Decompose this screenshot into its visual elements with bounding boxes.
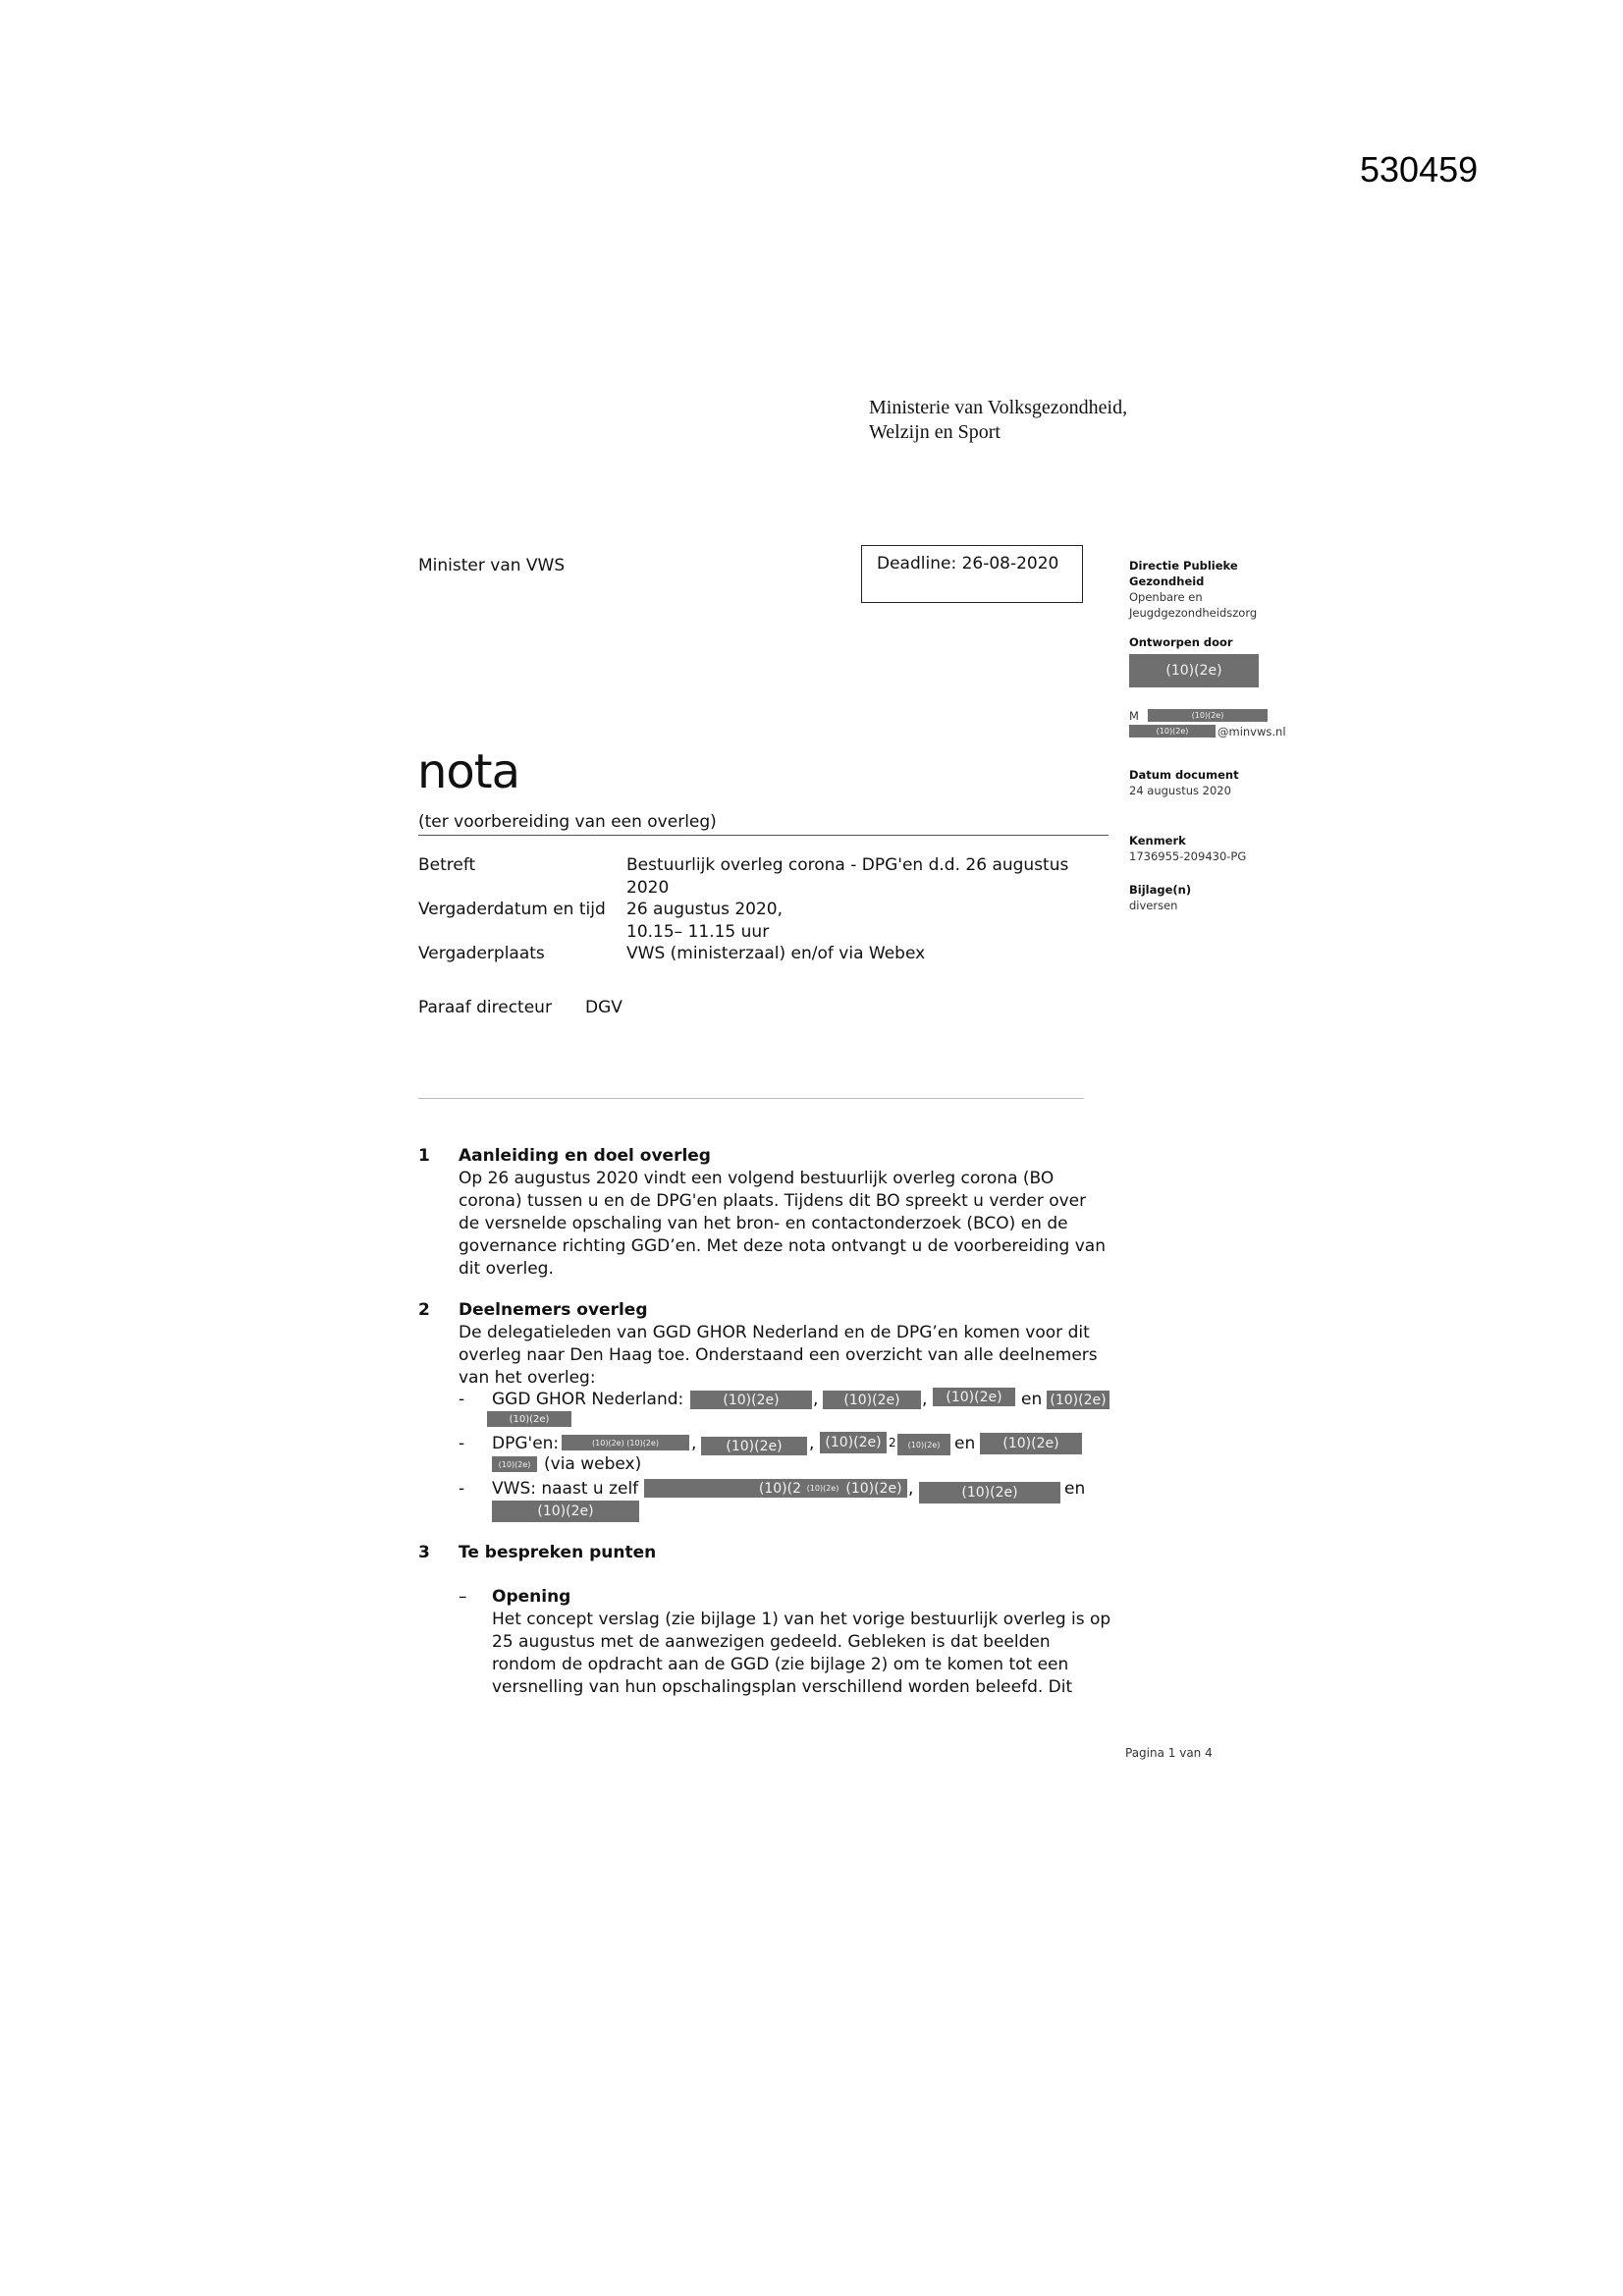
redaction-ggd-1: (10)(2e): [690, 1391, 812, 1409]
section-3-line: rondom de opdracht aan de GGD (zie bijlage 2) om te komen tot een: [492, 1655, 1069, 1674]
section-2-line: van het overleg:: [459, 1368, 596, 1388]
vergaderdatum-label: Vergaderdatum en tijd: [418, 900, 606, 919]
section-3-line: 25 augustus met de aanwezigen gedeeld. Gebleken is dat beelden: [492, 1632, 1051, 1652]
comma: ,: [809, 1434, 815, 1453]
section-2-line: De delegatieleden van GGD GHOR Nederland en de DPG’en komen voor dit: [459, 1323, 1090, 1342]
section-2-line: overleg naar Den Haag toe. Onderstaand een overzicht van alle deelnemers: [459, 1345, 1098, 1365]
datum-value: 24 augustus 2020: [1129, 784, 1231, 797]
section-3-body: [492, 1609, 1120, 1699]
page-number: Pagina 1 van 4: [1125, 1746, 1213, 1760]
via-webex: (via webex): [544, 1454, 642, 1474]
addressee: Minister van VWS: [418, 556, 566, 575]
paraaf-label: Paraaf directeur: [418, 998, 552, 1017]
section-1-line: de versnelde opschaling van het bron- en contactonderzoek (BCO) en de: [459, 1214, 1068, 1233]
comma: ,: [922, 1390, 928, 1409]
bullet-3-label: VWS: naast u zelf: [492, 1479, 639, 1499]
vergaderplaats-value: VWS (ministerzaal) en/of via Webex: [626, 944, 926, 963]
redaction-dpg-5: (10)(2e): [980, 1433, 1082, 1454]
bullet-dash: -: [459, 1434, 465, 1453]
section-3-number: 3: [418, 1543, 430, 1562]
dept-line-4: Jeugdgezondheidszorg: [1129, 606, 1258, 620]
dept-line-3: Openbare en: [1129, 590, 1203, 604]
redaction-dpg-4: (10)(2e): [897, 1434, 950, 1455]
section-2-number: 2: [418, 1300, 430, 1320]
redaction-dpg-6: (10)(2e): [492, 1456, 537, 1472]
bullet-2-label: DPG'en:: [492, 1434, 560, 1453]
section-1-body: [459, 1168, 1107, 1281]
section-1-heading: Aanleiding en doel overleg: [459, 1146, 711, 1166]
section-3-line: Het concept verslag (zie bijlage 1) van het vorige bestuurlijk overleg is op: [492, 1610, 1111, 1629]
page-subtitle: (ter voorbereiding van een overleg): [418, 812, 717, 832]
redaction-dpg-1: (10)(2e) (10)(2e): [562, 1435, 689, 1450]
page-title: nota: [417, 744, 520, 799]
m-label: M: [1129, 709, 1139, 723]
comma: ,: [691, 1434, 697, 1453]
deadline-text: Deadline: 26-08-2020: [877, 554, 1059, 574]
conjunction-en: en: [1064, 1479, 1086, 1499]
conjunction-en: en: [1021, 1390, 1043, 1409]
datum-label: Datum document: [1129, 768, 1239, 782]
email-suffix: @minvws.nl: [1217, 725, 1286, 738]
redaction-ontworpen: (10)(2e): [1129, 654, 1259, 687]
redaction-phone: (10)(2e): [1148, 709, 1268, 722]
section-3-heading: Te bespreken punten: [459, 1543, 657, 1562]
section-1-line: governance richting GGD’en. Met deze nota ontvangt u de voorbereiding van: [459, 1236, 1106, 1256]
redaction-ggd-3: (10)(2e): [933, 1388, 1015, 1406]
paraaf-value: DGV: [585, 998, 622, 1017]
ministry-line-2: Welzijn en Sport: [869, 421, 1001, 443]
meta-divider: [418, 1098, 1084, 1099]
section-1-line: dit overleg.: [459, 1259, 554, 1279]
comma: ,: [908, 1479, 914, 1499]
vergaderplaats-label: Vergaderplaats: [418, 944, 545, 963]
betreft-value: [626, 854, 1068, 900]
redaction-ggd-2: (10)(2e): [823, 1391, 921, 1409]
document-number: 530459: [1360, 149, 1479, 190]
kenmerk-value: 1736955-209430-PG: [1129, 849, 1247, 863]
redaction-dpg-3: (10)(2e): [820, 1432, 887, 1453]
vergaderdatum-line-2: 10.15– 11.15 uur: [626, 922, 770, 942]
ministry-line-1: Ministerie van Volksgezondheid,: [869, 397, 1128, 418]
redaction-vws-3: (10)(2e): [840, 1479, 907, 1498]
redaction-vws-4: (10)(2e): [919, 1482, 1060, 1503]
betreft-line-2: 2020: [626, 878, 670, 898]
redaction-vws-1: (10)(2: [644, 1479, 805, 1498]
fragment-two: 2: [889, 1436, 896, 1449]
dept-line-2: Gezondheid: [1129, 574, 1205, 588]
title-divider: [418, 835, 1109, 836]
dept-line-1: Directie Publieke: [1129, 559, 1238, 573]
redaction-ggd-4: (10)(2e): [1047, 1391, 1109, 1409]
conjunction-en: en: [954, 1434, 976, 1453]
redaction-dpg-2: (10)(2e): [701, 1437, 807, 1455]
section-2-body: [459, 1322, 1107, 1390]
vergaderdatum-value: [626, 899, 783, 944]
kenmerk-label: Kenmerk: [1129, 834, 1186, 847]
section-2-heading: Deelnemers overleg: [459, 1300, 648, 1320]
sidebar-department: [1129, 558, 1257, 621]
betreft-line-1: Bestuurlijk overleg corona - DPG'en d.d. 26 augustus: [626, 855, 1069, 875]
vergaderdatum-line-1: 26 augustus 2020,: [626, 900, 784, 919]
bijlage-value: diversen: [1129, 899, 1178, 912]
section-3-line: versnelling van hun opschalingsplan verschillend worden beleefd. Dit: [492, 1677, 1073, 1697]
bullet-1-label: GGD GHOR Nederland:: [492, 1390, 684, 1409]
section-1-line: Op 26 augustus 2020 vindt een volgend bestuurlijk overleg corona (BO: [459, 1169, 1055, 1188]
bullet-dash: -: [459, 1479, 465, 1499]
redaction-vws-5: (10)(2e): [492, 1501, 639, 1522]
betreft-label: Betreft: [418, 855, 476, 875]
section-1-line: corona) tussen u en de DPG'en plaats. Tijdens dit BO spreekt u verder over: [459, 1191, 1087, 1211]
deadline-box: [861, 545, 1083, 603]
bijlage-label: Bijlage(n): [1129, 883, 1192, 897]
redaction-vws-2: (10)(2e): [805, 1479, 840, 1498]
redaction-email: (10)(2e): [1129, 725, 1216, 738]
ministry-logo-text: [869, 396, 1127, 445]
redaction-ggd-5: (10)(2e): [487, 1411, 571, 1427]
subitem-heading: Opening: [492, 1587, 571, 1607]
bullet-dash: -: [459, 1390, 465, 1409]
subitem-dash: –: [459, 1587, 467, 1607]
comma: ,: [813, 1390, 819, 1409]
section-1-number: 1: [418, 1146, 430, 1166]
ontworpen-label: Ontworpen door: [1129, 635, 1233, 649]
